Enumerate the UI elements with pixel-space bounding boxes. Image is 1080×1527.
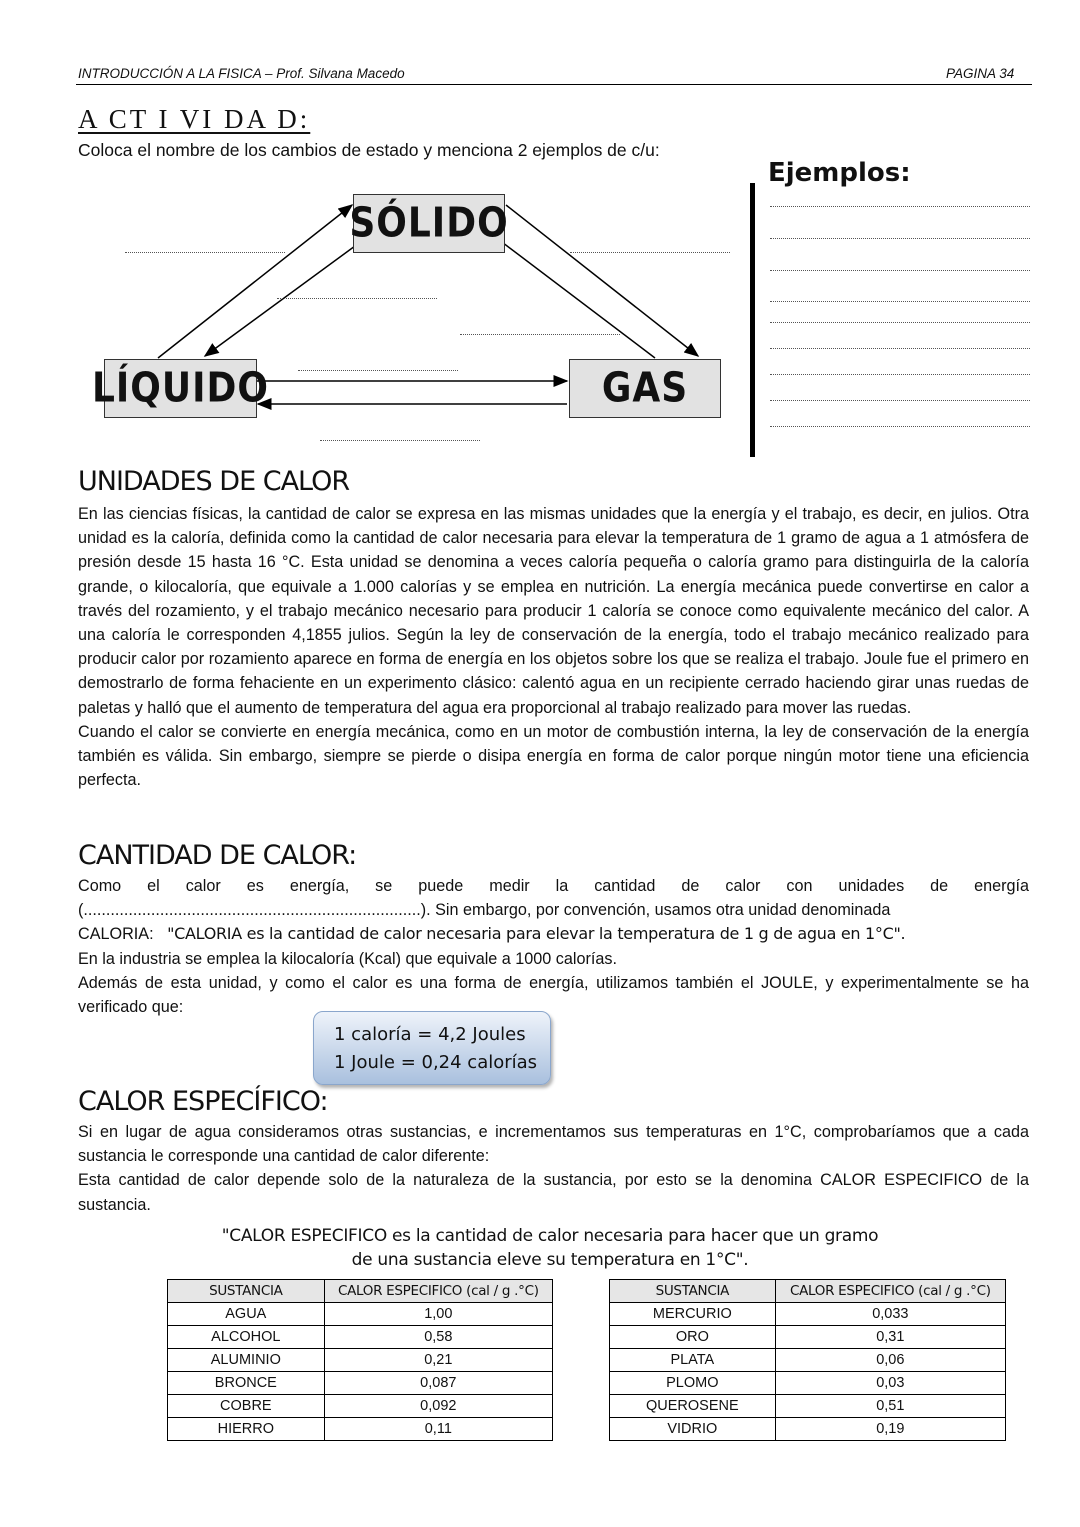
table-row (610, 1326, 1006, 1349)
column-header: CALOR ESPECIFICO (cal / g .°C) (775, 1280, 1005, 1303)
example-line[interactable] (770, 301, 1030, 302)
table-row (610, 1395, 1006, 1418)
unidades-body (78, 502, 1029, 792)
table-row (168, 1418, 553, 1441)
answer-line[interactable] (570, 252, 730, 253)
state-box-liquid: LÍQUIDO (104, 359, 257, 418)
table-row (168, 1395, 553, 1418)
answer-line[interactable] (298, 370, 458, 371)
paragraph: Esta cantidad de calor depende solo de la naturaleza de la sustancia, por esto se la denomina CALOR ESPECIFICO de la sustancia. (78, 1171, 1029, 1214)
answer-line[interactable] (320, 440, 480, 441)
table-row (168, 1303, 553, 1326)
specific-heat-definition-line2: de una sustancia eleve su temperatura en 1°C". (351, 1250, 749, 1270)
value-cell: 0,11 (324, 1418, 552, 1441)
table-row (168, 1349, 553, 1372)
conversion-box (313, 1011, 551, 1085)
cantidad-body (78, 874, 1029, 1019)
caloria-label: CALORIA: (78, 925, 154, 944)
value-cell: 0,51 (775, 1395, 1005, 1418)
conversion-line: 1 caloría = 4,2 Joules (334, 1024, 526, 1045)
value-cell: 0,03 (775, 1372, 1005, 1395)
value-cell: 0,092 (324, 1395, 552, 1418)
value-cell: 0,31 (775, 1326, 1005, 1349)
substance-cell: PLATA (610, 1349, 776, 1372)
table-row (168, 1326, 553, 1349)
table-row (168, 1372, 553, 1395)
paragraph: En la industria se emplea la kilocaloría (Kcal) que equivale a 1000 calorías. (78, 949, 617, 968)
table-row (610, 1349, 1006, 1372)
example-line[interactable] (770, 238, 1030, 239)
example-line[interactable] (770, 374, 1030, 375)
substance-cell: ORO (610, 1326, 776, 1349)
value-cell: 0,087 (324, 1372, 552, 1395)
value-cell: 0,19 (775, 1418, 1005, 1441)
section-heading-cantidad: CANTIDAD DE CALOR: (78, 840, 357, 871)
substance-cell: VIDRIO (610, 1418, 776, 1441)
state-box-solid: SÓLIDO (353, 194, 505, 253)
specific-heat-table-left (167, 1279, 553, 1441)
substance-cell: MERCURIO (610, 1303, 776, 1326)
example-line[interactable] (770, 348, 1030, 349)
examples-divider (750, 183, 755, 457)
value-cell: 0,58 (324, 1326, 552, 1349)
paragraph: Si en lugar de agua consideramos otras sustancias, e incrementamos sus temperaturas en 1°C, comprobaríamos que a cada sustancia le corresponde una cantidad de calor diferente: (78, 1123, 1029, 1166)
state-box-gas: GAS (569, 359, 721, 418)
example-line[interactable] (770, 322, 1030, 323)
header-title: INTRODUCCIÓN A LA FISICA – Prof. Silvana Macedo (78, 66, 405, 81)
column-header: SUSTANCIA (610, 1280, 776, 1303)
table-row (610, 1418, 1006, 1441)
substance-cell: AGUA (168, 1303, 325, 1326)
specific-heat-table-right (609, 1279, 1006, 1441)
substance-cell: ALUMINIO (168, 1349, 325, 1372)
answer-line[interactable] (277, 298, 437, 299)
conversion-line: 1 Joule = 0,24 calorías (334, 1052, 538, 1073)
substance-cell: COBRE (168, 1395, 325, 1418)
paragraph: En las ciencias físicas, la cantidad de calor se expresa en las mismas unidades que la energía y el trabajo, es decir, en julios. Otra unidad es la caloría, definida como la cantidad de calor necesaria para elevar la temperatura de 1 gramo de agua a 1 atmósfera de presión desde 15 hasta 16 °C. Esta unidad se denomina a veces caloría pequeña o caloría gramo para distinguirla de la caloría grande, o kilocaloría, que equivale a 1.000 calorías y se emplea en nutrición. La energía mecánica puede convertirse en calor a través del rozamiento, y el trabajo mecánico necesario para producir 1 caloría se conoce como equivalente mecánico del calor. A una caloría le corresponden 4,1855 julios. Según la ley de conservación de la energía, todo el trabajo mecánico realizado para producir calor por rozamiento aparece en forma de energía en los objetos sobre los que se realiza el trabajo. Joule fue el primero en demostrarlo de forma fehaciente en un experimento clásico: calentó agua en un recipiente cerrado haciendo girar unas ruedas de paletas y halló que el aumento de temperatura del agua era proporcional al trabajo realizado para mover las ruedas. (78, 505, 1029, 717)
column-header: CALOR ESPECIFICO (cal / g .°C) (324, 1280, 552, 1303)
paragraph: Cuando el calor se convierte en energía mecánica, como en un motor de combustión interna, la ley de conservación de la energía también es válida. Sin embargo, siempre se pierde o disipa energía en forma de calor porque ningún motor tiene una eficiencia perfecta. (78, 722, 1029, 790)
especifico-body (78, 1120, 1029, 1217)
column-header: SUSTANCIA (168, 1280, 325, 1303)
value-cell: 0,033 (775, 1303, 1005, 1326)
page-number: PAGINA 34 (946, 66, 1015, 81)
substance-cell: QUEROSENE (610, 1395, 776, 1418)
activity-title: A CT I VI DA D: (78, 104, 311, 134)
paragraph: Además de esta unidad, y como el calor es una forma de energía, utilizamos también el JOULE, y experimentalmente se ha verificado que: (78, 973, 1029, 1017)
example-line[interactable] (770, 426, 1030, 427)
substance-cell: ALCOHOL (168, 1326, 325, 1349)
answer-line[interactable] (460, 334, 620, 335)
substance-cell: BRONCE (168, 1372, 325, 1395)
table-row (610, 1303, 1006, 1326)
answer-line[interactable] (125, 252, 285, 253)
value-cell: 0,21 (324, 1349, 552, 1372)
example-line[interactable] (770, 400, 1030, 401)
example-line[interactable] (770, 270, 1030, 271)
specific-heat-definition-line1: "CALOR ESPECIFICO es la cantidad de calor necesaria para hacer que un gramo (221, 1226, 879, 1246)
value-cell: 0,06 (775, 1349, 1005, 1372)
paragraph: Como el calor es energía, se puede medir la cantidad de calor con unidades de energía (...........................................................................). Sin embargo, por convención, usamos otra unidad denominada (78, 877, 1029, 920)
activity-instruction: Coloca el nombre de los cambios de estado y menciona 2 ejemplos de c/u: (78, 140, 660, 160)
table-row (610, 1372, 1006, 1395)
substance-cell: HIERRO (168, 1418, 325, 1441)
substance-cell: PLOMO (610, 1372, 776, 1395)
example-line[interactable] (770, 206, 1030, 207)
value-cell: 1,00 (324, 1303, 552, 1326)
section-heading-especifico: CALOR ESPECÍFICO: (78, 1086, 328, 1117)
examples-title: Ejemplos: (768, 158, 911, 188)
paragraph (78, 922, 1029, 946)
caloria-definition: "CALORIA es la cantidad de calor necesaria para elevar la temperatura de 1 g de agua en 1°C". (167, 924, 906, 944)
section-heading-unidades: UNIDADES DE CALOR (78, 466, 350, 497)
